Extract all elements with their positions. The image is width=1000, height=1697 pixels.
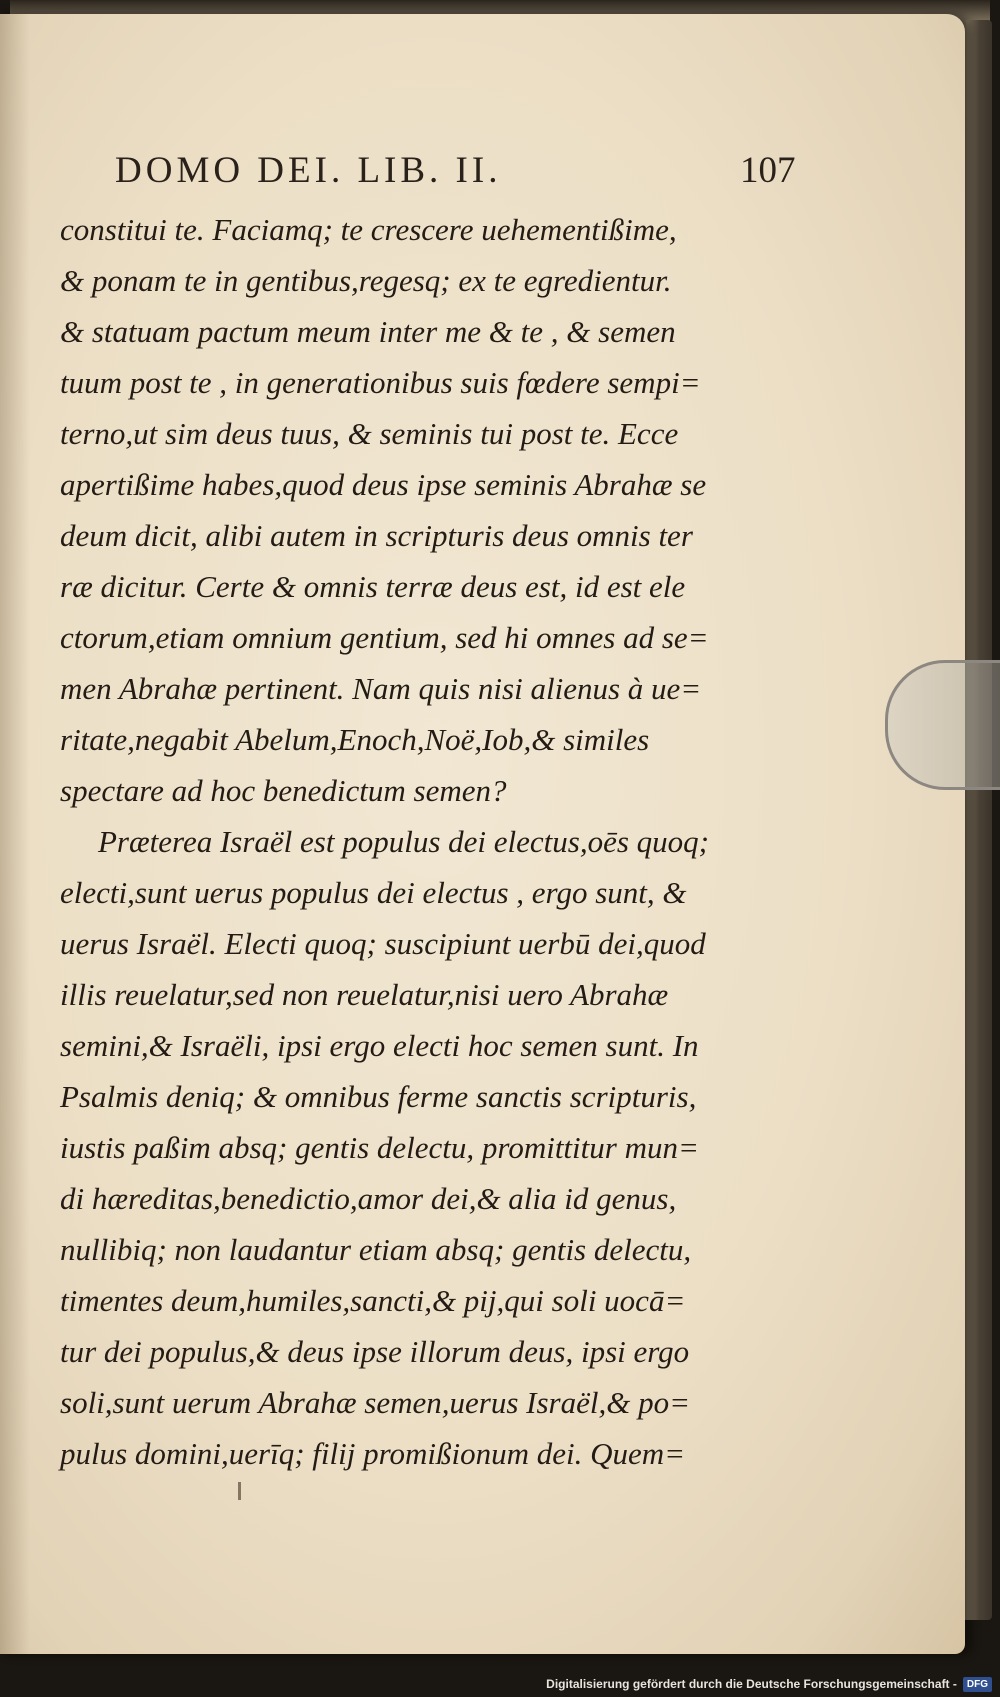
dfg-logo-icon: DFG <box>963 1677 992 1692</box>
text-line: Psalmis deniq; & omnibus ferme sanctis scripturis, <box>60 1079 697 1114</box>
text-line: iustis paßim absq; gentis delectu, promittitur mun= <box>60 1130 699 1165</box>
book-page <box>0 14 965 1654</box>
text-line: ctorum,etiam omnium gentium, sed hi omnes ad se= <box>60 620 709 655</box>
digitization-credit <box>546 1673 992 1695</box>
text-line: apertißime habes,quod deus ipse seminis Abrahæ se <box>60 467 707 502</box>
text-line: tuum post te , in generationibus suis fœdere sempi= <box>60 365 701 400</box>
running-title: DOMO DEI. LIB. II. <box>115 150 502 191</box>
credit-text: Digitalisierung gefördert durch die Deutsche Forschungsgemeinschaft - <box>546 1677 957 1691</box>
text-line: deum dicit, alibi autem in scripturis deus omnis ter <box>60 518 693 553</box>
text-line: & statuam pactum meum inter me & te , & semen <box>60 314 676 349</box>
text-line: electi,sunt uerus populus dei electus , ergo sunt, & <box>60 875 687 910</box>
text-line: pulus domini,uerīq; filij promißionum dei. Quem= <box>60 1436 686 1471</box>
page-number: 107 <box>740 150 796 191</box>
text-line: soli,sunt uerum Abrahæ semen,uerus Israël,& po= <box>60 1385 691 1420</box>
page-clip-holder <box>885 660 1000 790</box>
text-line: tur dei populus,& deus ipse illorum deus, ipsi ergo <box>60 1334 690 1369</box>
text-line: uerus Israël. Electi quoq; suscipiunt uerbū dei,quod <box>60 926 706 961</box>
text-line: semini,& Israëli, ipsi ergo electi hoc semen sunt. In <box>60 1028 699 1063</box>
ink-mark <box>238 1482 241 1500</box>
paragraph-start-line: Præterea Israël est populus dei electus,oēs quoq; <box>98 824 709 859</box>
page-gutter-shadow <box>0 14 30 1654</box>
text-line: ritate,negabit Abelum,Enoch,Noë,Iob,& similes <box>60 722 650 757</box>
body-text <box>60 204 820 1479</box>
text-line: terno,ut sim deus tuus, & seminis tui post te. Ecce <box>60 416 679 451</box>
text-line: nullibiq; non laudantur etiam absq; gentis delectu, <box>60 1232 692 1267</box>
text-line: illis reuelatur,sed non reuelatur,nisi uero Abrahæ <box>60 977 669 1012</box>
text-line: di hæreditas,benedictio,amor dei,& alia id genus, <box>60 1181 677 1216</box>
text-line: timentes deum,humiles,sancti,& pij,qui soli uocā= <box>60 1283 686 1318</box>
text-line: spectare ad hoc benedictum semen? <box>60 773 507 808</box>
text-line: ræ dicitur. Certe & omnis terræ deus est, id est ele <box>60 569 686 604</box>
text-line: men Abrahæ pertinent. Nam quis nisi alienus à ue= <box>60 671 702 706</box>
text-line: constitui te. Faciamq; te crescere uehementißime, <box>60 212 677 247</box>
running-head <box>0 146 965 196</box>
text-line: & ponam te in gentibus,regesq; ex te egredientur. <box>60 263 672 298</box>
